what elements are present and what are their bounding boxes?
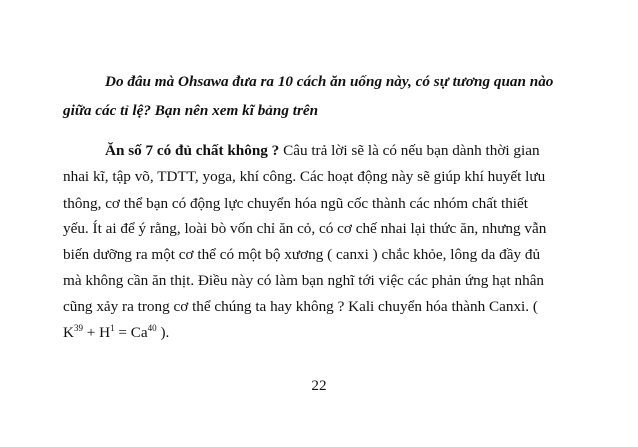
answer-heading: Ăn số 7 có đủ chất không ? [105,142,280,159]
answer-line-5: biến dưỡng ra một cơ thể có một bộ xương ( canxi ) chắc khỏe, lông da đầy đủ [63,246,541,263]
formula-k: K [63,324,74,341]
answer-line-6: mà không cần ăn thịt. Điều này có làm bạn nghĩ tới việc các phản ứng hạt nhân [63,272,545,289]
answer-line-1-text: Câu trả lời sẽ là có nếu bạn dành thời gian [279,142,540,159]
page-number: 22 [311,377,327,394]
formula-k-sup: 39 [73,323,83,333]
answer-line-7: cũng xảy ra trong cơ thể chúng ta hay không ? Kali chuyển hóa thành Canxi. ( [63,298,538,315]
question-line-2: giữa các tỉ lệ? Bạn nên xem kĩ bảng trên [63,102,319,119]
question-line-1: Do đâu mà Ohsawa đưa ra 10 cách ăn uống này, có sự tương quan nào [105,73,554,90]
formula-plus-h: + H [82,324,111,341]
formula-end: ). [156,324,170,341]
answer-line-4: yếu. Ít ai để ý rằng, loài bò vốn chỉ ăn cỏ, có cơ chế nhai lại thức ăn, nhưng vẫn [63,220,547,237]
answer-line-1 [105,141,625,161]
formula-ca-sup: 40 [147,323,157,333]
answer-line-3: thông, cơ thể bạn có động lực chuyển hóa ngũ cốc thành các nhóm chất thiết [63,195,528,212]
formula-eq-ca: = Ca [114,324,148,341]
formula-line [63,323,583,343]
formula-h-sup: 1 [110,323,115,333]
answer-line-2: nhai kĩ, tập võ, TDTT, yoga, khí công. Các hoạt động này sẽ giúp khí huyết lưu [63,168,546,185]
